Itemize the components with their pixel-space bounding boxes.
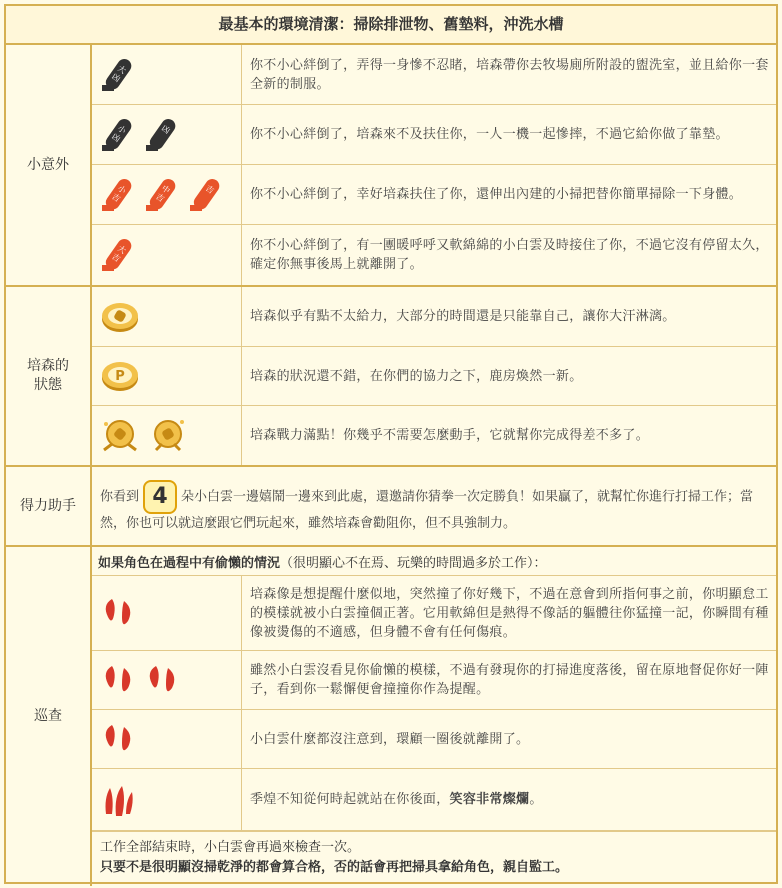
- black-fortune-stick-icon: [100, 55, 136, 95]
- bean-group: [92, 651, 242, 709]
- svg-text:吉: 吉: [110, 251, 122, 264]
- helper-text-before: 你看到: [100, 489, 140, 504]
- status-section: [6, 287, 776, 467]
- svg-text:凶: 凶: [110, 131, 122, 144]
- patrol-header-bold: 如果角色在過程中有偷懶的情況: [98, 555, 281, 571]
- status-label: 培森的 狀態: [6, 287, 92, 465]
- fortune-stick-group: [92, 45, 242, 104]
- coin-group: [92, 287, 242, 346]
- helper-label: 得力助手: [6, 467, 92, 545]
- gold-coin-icon: [100, 299, 140, 335]
- gold-coin-icon: [100, 358, 140, 394]
- patrol-header-rest: （很明顯心不在焉、玩樂的時間過多於工作）：: [280, 555, 547, 571]
- dice-badge: 4: [143, 480, 177, 514]
- patrol-text-plain: 季煌不知從何時起就站在你後面，: [250, 792, 450, 807]
- bean-group: [92, 710, 242, 768]
- orange-fortune-stick-icon: [144, 175, 180, 215]
- svg-text:大: 大: [115, 63, 128, 76]
- patrol-footer-line1: 工作全部結束時，小白雲會再過來檢查一次。: [100, 840, 361, 855]
- status-text: 培森戰力滿點！你幾乎不需要怎麼動手，它就幫你完成得差不多了。: [250, 428, 650, 443]
- patrol-text-bold: 笑容非常燦爛: [449, 792, 530, 807]
- sparkle-coin-icon: [100, 416, 140, 456]
- patrol-footer: [92, 831, 776, 886]
- status-row: [92, 347, 776, 406]
- accident-row: [92, 225, 776, 285]
- accident-label: 小意外: [6, 45, 92, 285]
- svg-text:凶: 凶: [110, 71, 122, 84]
- patrol-header: [92, 547, 776, 576]
- status-row: [92, 406, 776, 465]
- page-title: 最基本的環境清潔：掃除排泄物、舊墊料，沖洗水槽: [6, 6, 776, 45]
- patrol-row: [92, 651, 776, 710]
- patrol-text-end: 。: [529, 792, 543, 807]
- orange-fortune-stick-icon: [188, 175, 224, 215]
- quest-table: [4, 4, 778, 884]
- svg-text:凶: 凶: [159, 123, 172, 136]
- orange-fortune-stick-icon: [100, 235, 136, 275]
- patrol-row: [92, 576, 776, 651]
- accident-text: 你不小心絆倒了，幸好培森扶住了你，還伸出內建的小掃把替你簡單掃除一下身體。: [250, 187, 743, 202]
- red-claw-icon: [100, 780, 136, 820]
- svg-text:吉: 吉: [203, 183, 216, 196]
- accident-row: [92, 105, 776, 165]
- svg-text:P: P: [115, 369, 125, 384]
- fortune-stick-group: [92, 225, 242, 285]
- helper-text-after: 朵小白雲一邊嬉鬧一邊來到此處，還邀請你猜拳一次定勝負！如果贏了，就幫忙你進行打掃工作；當然，你也可以就這麼跟它們玩起來，雖然培森會勸阻你，但不具強制力。: [100, 489, 754, 531]
- red-bean-icon: [144, 662, 180, 698]
- status-text: 培森似乎有點不太給力，大部分的時間還是只能靠自己，讓你大汗淋漓。: [250, 309, 676, 324]
- bean-group: [92, 576, 242, 650]
- patrol-row: [92, 769, 776, 831]
- patrol-footer-line2: 只要不是很明顯沒掃乾淨的都會算合格，否的話會再把掃具拿給角色，親自監工。: [100, 860, 569, 875]
- svg-text:吉: 吉: [154, 191, 166, 204]
- svg-text:吉: 吉: [110, 191, 122, 204]
- fortune-stick-group: [92, 105, 242, 164]
- black-fortune-stick-icon: [100, 115, 136, 155]
- accident-section: [6, 45, 776, 287]
- patrol-text: 培森像是想提醒什麼似地，突然撞了你好幾下，不過在意會到所指何事之前，你明顯怠工的模樣就被小白雲撞個正著。它用軟綿但是熱得不像話的軀體往你猛撞一記，你瞬間有種像被燙傷的不適感，但身體不會有任何傷痕。: [250, 586, 769, 640]
- red-bean-icon: [100, 662, 136, 698]
- red-bean-icon: [100, 721, 136, 757]
- accident-row: [92, 45, 776, 105]
- svg-text:小: 小: [115, 123, 128, 136]
- accident-row: [92, 165, 776, 225]
- svg-text:小: 小: [115, 183, 128, 196]
- accident-text: 你不小心絆倒了，培森來不及扶住你，一人一機一起慘摔，不過它給你做了靠墊。: [250, 127, 729, 142]
- patrol-text: [250, 769, 770, 830]
- svg-text:中: 中: [159, 183, 172, 196]
- coin-group: [92, 347, 242, 405]
- coin-group: [92, 406, 242, 465]
- black-fortune-stick-icon: [144, 115, 180, 155]
- fortune-stick-group: [92, 165, 242, 224]
- patrol-text: 雖然小白雲沒看見你偷懶的模樣，不過有發現你的打掃進度落後，留在原地督促你好一陣子，看到你一鬆懈便會撞撞你作為提醒。: [250, 663, 769, 697]
- accident-text: 你不小心絆倒了，有一團暖呼呼又軟綿綿的小白雲及時接住了你，不過它沒有停留太久，確定你無事後馬上就離開了。: [250, 238, 769, 272]
- sparkle-coin-icon: [148, 416, 188, 456]
- patrol-section: [6, 547, 776, 886]
- svg-text:大: 大: [115, 243, 128, 256]
- status-row: [92, 287, 776, 347]
- accident-text: 你不小心絆倒了，弄得一身慘不忍睹，培森帶你去牧場廁所附設的盥洗室，並且給你一套全新的制服。: [250, 57, 769, 92]
- helper-text: [92, 467, 776, 545]
- patrol-label: 巡查: [6, 547, 92, 886]
- patrol-row: [92, 710, 776, 769]
- orange-fortune-stick-icon: [100, 175, 136, 215]
- status-text: 培森的狀況還不錯，在你們的協力之下，鹿房煥然一新。: [250, 368, 583, 384]
- patrol-text: 小白雲什麼都沒注意到，環顧一圈後就離開了。: [250, 731, 530, 747]
- helper-section: [6, 467, 776, 547]
- claw-group: [92, 769, 242, 830]
- red-bean-icon: [100, 595, 136, 631]
